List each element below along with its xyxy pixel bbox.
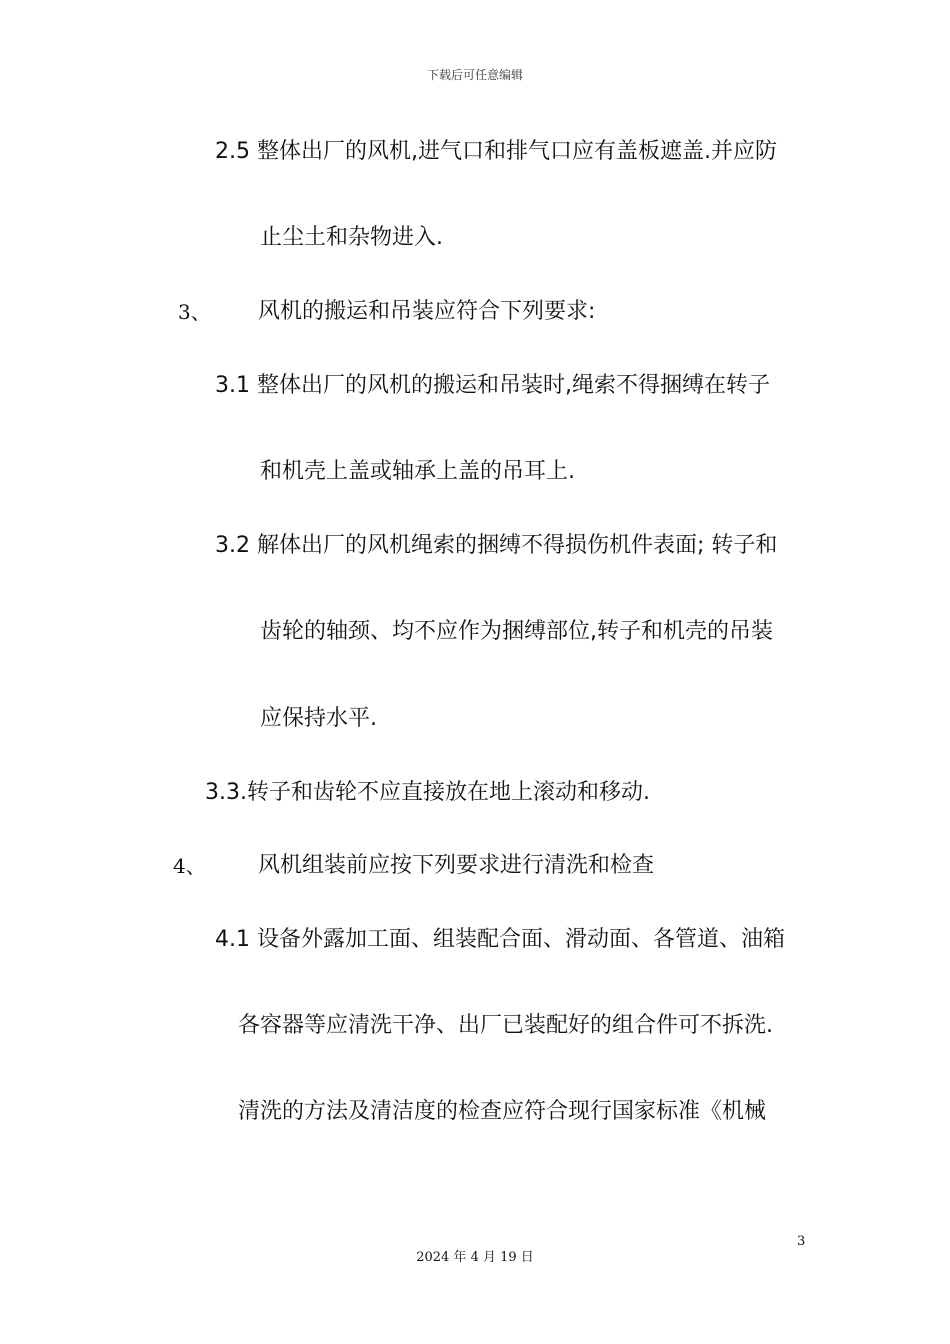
body-line-3-1-cont: 和机壳上盖或轴承上盖的吊耳上. xyxy=(260,459,575,484)
body-line-3-2: 3.2 解体出厂的风机绳索的捆缚不得损伤机件表面; 转子和 xyxy=(215,533,778,558)
body-line-3-3: 3.3.转子和齿轮不应直接放在地上滚动和移动. xyxy=(205,780,650,805)
page-header: 下载后可任意编辑 xyxy=(426,68,523,82)
body-line-3-2-cont-2: 应保持水平. xyxy=(260,706,377,731)
section-title-3: 风机的搬运和吊装应符合下列要求: xyxy=(258,299,596,324)
page-number: 3 xyxy=(797,1234,806,1249)
section-number-3: 3、 xyxy=(178,300,211,324)
body-line-4-1-cont-2: 清洗的方法及清洁度的检查应符合现行国家标准《机械 xyxy=(238,1099,767,1124)
body-line-2-5: 2.5 整体出厂的风机,进气口和排气口应有盖板遮盖.并应防 xyxy=(215,139,777,164)
body-line-4-1: 4.1 设备外露加工面、组装配合面、滑动面、各管道、油箱 xyxy=(215,927,785,952)
section-number-4: 4、 xyxy=(173,854,206,878)
body-line-2-5-cont: 止尘土和杂物进入. xyxy=(260,225,443,250)
body-line-3-2-cont-1: 齿轮的轴颈、均不应作为捆缚部位,转子和机壳的吊装 xyxy=(260,619,773,644)
body-line-4-1-cont-1: 各容器等应清洗干净、出厂已装配好的组合件可不拆洗. xyxy=(238,1013,773,1038)
section-title-4: 风机组装前应按下列要求进行清洗和检查 xyxy=(258,853,655,878)
page-footer-date: 2024 年 4 月 19 日 xyxy=(416,1250,534,1265)
body-line-3-1: 3.1 整体出厂的风机的搬运和吊装时,绳索不得捆缚在转子 xyxy=(215,373,770,398)
